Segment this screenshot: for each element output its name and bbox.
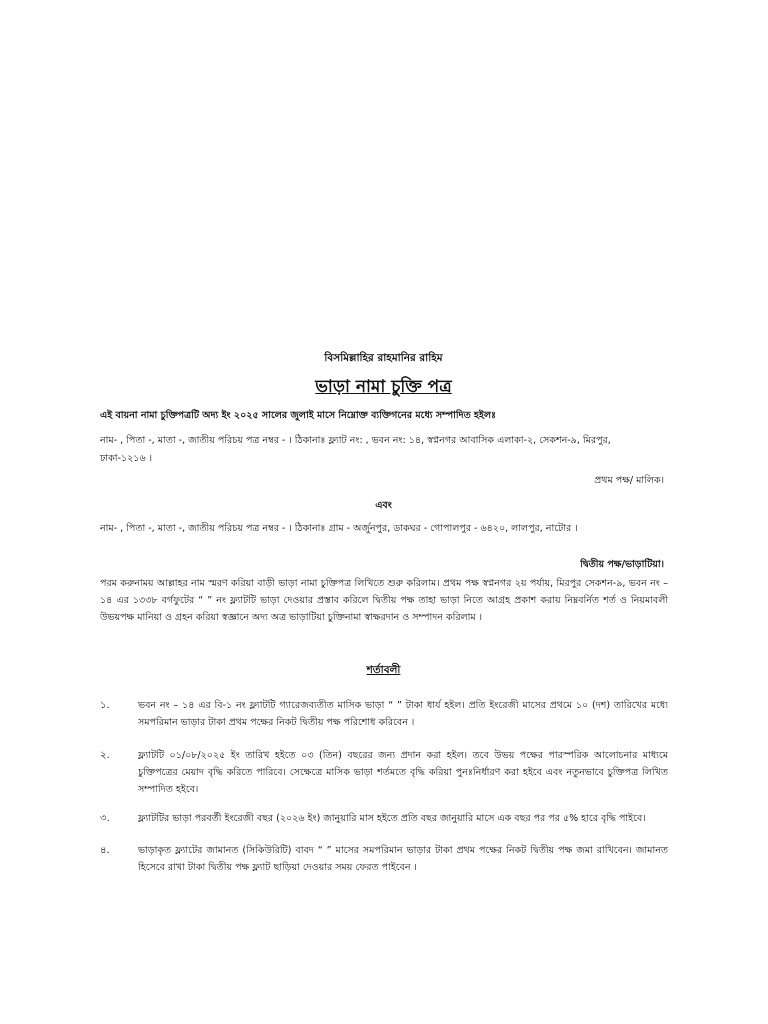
first-party-role: প্রথম পক্ষ/ মালিক। [594, 475, 664, 486]
and-separator: এবং [375, 500, 392, 511]
term-text: ভবন নং – ১৪ এর বি-১ নং ফ্ল্যাটটি গ্যারেজব্যতীত মাসিক ভাড়া “ ” টাকা ধার্য হইল। প্রতি ইংরেজী মাসের প্রথমে ১০ (দশ) তারিখের মধ্যে সমপরিমান ভাড়ার টাকা প্রথম পক্ষের নিকট দ্বিতীয় পক্ষ পরিশোধ করিবেন । [138, 700, 668, 728]
term-text: ফ্ল্যাটটি ০১/০৮/২০২৫ ইং তারিখ হইতে ০৩ (তিন) বছরের জন্য প্রদান করা হইল। তবে উভয় পক্ষের পারস্পরিক আলোচনার মাধ্যমে চুক্তিপত্রের মেয়াদ বৃদ্ধি করিতে পারিবে। সেক্ষেত্রে মাসিক ভাড়া শর্তমতে বৃদ্ধি করিয়া পুনঃনির্ধারণ করা হইবে এবং নতুনভাবে চুক্তিপত্র লিখিত সম্পাদিত হইবে। [138, 750, 668, 795]
term-number: ২. [100, 750, 110, 761]
term-number: ৪. [100, 845, 110, 856]
preamble-paragraph: পরম করুনাময় আল্লাহর নাম স্মরণ করিয়া বাড়ী ভাড়া নামা চুক্তিপত্র লিখিতে শুরু করিলাম। প্রথম পক্ষ স্বপ্ননগর ২য় পর্যায়, মিরপুর সেকশন-৯, ভবন নং – ১৪ এর ১৩৩৮ বর্গফুটের “ ” নং ফ্ল্যাটটি ভাড়া দেওয়ার প্রস্তাব করিলে দ্বিতীয় পক্ষ তাহা ভাড়া নিতে আগ্রহ প্রকাশ করায় নিম্নবর্নিত শর্ত ও নিয়মাবলী উভয়পক্ষ মানিয়া ও গ্রহন করিয়া স্বজ্ঞানে অদ্য অত্র ভাড়াটিয়া চুক্তিনামা স্বাক্ষরদান ও সম্পাদন করিলাম । [100, 578, 668, 623]
document-title: ভাড়া নামা চুক্তি পত্র [315, 377, 452, 397]
term-number: ৩. [100, 813, 110, 824]
second-party-role: দ্বিতীয় পক্ষ/ভাড়াটিয়া। [580, 559, 664, 570]
term-text: ভাড়াকৃত ফ্ল্যাটের জামানত (সিকিউরিটি) বাবদ “ ” মাসের সমপরিমান ভাড়ার টাকা প্রথম পক্ষের নিকট দ্বিতীয় পক্ষ জমা রাখিবেন। জামানত হিসেবে রাখা টাকা দ্বিতীয় পক্ষ ফ্ল্যাট ছাড়িয়া দেওয়ার সময় ফেরত পাইবেন । [138, 845, 668, 873]
term-text: ফ্ল্যাটটির ভাড়া পরবর্তী ইংরেজী বছর (২০২৬ ইং) জানুয়ারি মাস হইতে প্রতি বছর জানুয়ারি মাসে এক বছর পর পর ৫% হারে বৃদ্ধি পাইবে। [138, 813, 646, 824]
second-party-details: নাম- , পিতা -, মাতা -, জাতীয় পরিচয় পত্র নম্বর - । ঠিকানাঃ গ্রাম - অর্জুনপুর, ডাকঘর - গোপালপুর - ৬৪২০, লালপুর, নাটোর । [100, 523, 578, 534]
first-party-details: নাম- , পিতা -, মাতা -, জাতীয় পরিচয় পত্র নম্বর - । ঠিকানাঃ ফ্ল্যাট নং: , ভবন নং: ১৪, স্বপ্ননগর আবাসিক এলাকা-২, সেকশন-৯, মিরপুর, [100, 435, 611, 446]
bismillah-heading: বিসমিল্লাহির রাহমানির রাহিম [324, 352, 443, 364]
terms-heading: শর্তাবলী [366, 664, 401, 676]
term-number: ১. [100, 700, 110, 711]
intro-line: এই বায়না নামা চুক্তিপত্রটি অদ্য ইং ২০২৫ সালের জুলাই মাসে নিম্নোক্ত ব্যক্তিগনের মধ্যে সম্পাদিত হইলঃ [100, 410, 497, 421]
first-party-details-cont: ঢাকা-১২১৬ । [100, 453, 153, 464]
